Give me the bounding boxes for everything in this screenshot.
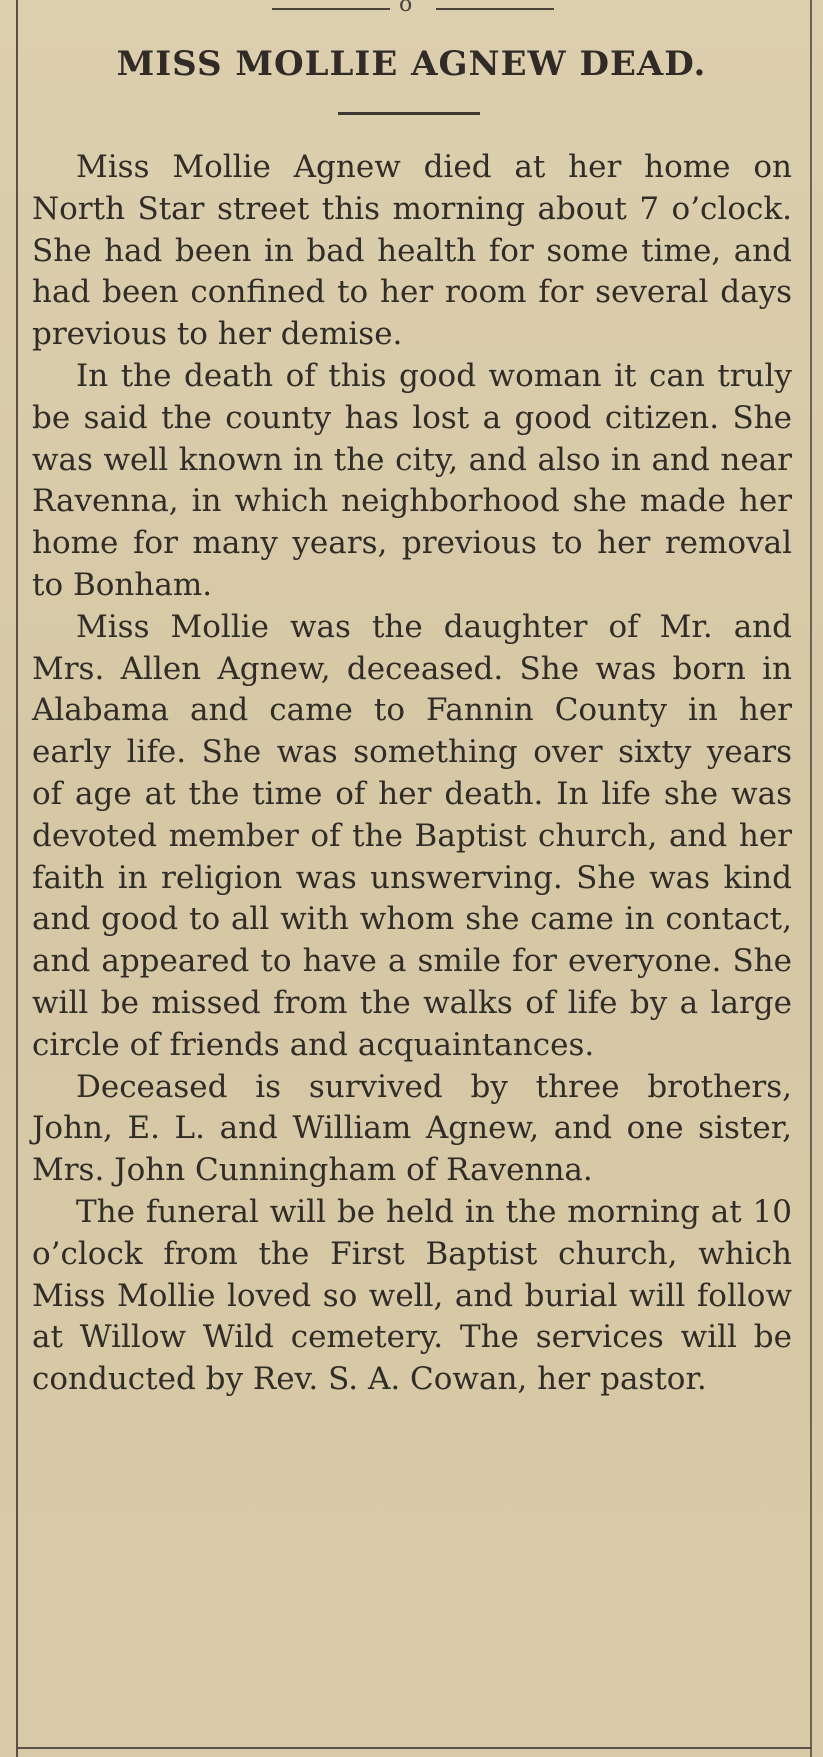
column-rule-right (810, 0, 812, 1757)
paragraph-tribute: In the death of this good woman it can truly be said the county has lost a good citizen. She was well known in the city, and also in and near Ravenna, in which neighborhood she made her home for many years, previous to her removal to Bonham. (32, 357, 792, 603)
paragraph-funeral: The funeral will be held in the morning at 10 o’clock from the First Baptist church, which Miss Mollie loved so well, and burial will follow at Willow Wild cemetery. The services will be conducted by Rev. S. A. Cowan, her pastor. (32, 1193, 792, 1398)
paragraph-death-notice: Miss Mollie Agnew died at her home on North Star street this morning about 7 o’clock. She had been in bad health for some time, and had been confined to her room for several days previous to her demise. (32, 149, 792, 353)
ornament-dot: o (399, 0, 413, 17)
ornament-rule-right (436, 8, 554, 10)
section-ornament (272, 0, 554, 18)
column-rule-left (16, 0, 18, 1757)
article-headline: MISS MOLLIE AGNEW DEAD. (116, 44, 707, 84)
ornament-rule-left (272, 8, 390, 10)
paragraph-survivors: Deceased is survived by three brothers, John, E. L. and William Agnew, and one sister, Mrs. John Cunningham of Ravenna. (32, 1068, 792, 1189)
headline-underline (338, 112, 480, 115)
bottom-rule (16, 1747, 812, 1749)
paragraph-biography: Miss Mollie was the daughter of Mr. and Mrs. Allen Agnew, deceased. She was born in Alabama and came to Fannin County in her early life. She was something over sixty years of age at the time of her death. In life she was devoted member of the Baptist church, and her faith in religion was unswerving. She was kind and good to all with whom she came in contact, and appeared to have a smile for everyone. She will be missed from the walks of life by a large circle of friends and acquaintances. (32, 608, 792, 1063)
article-body (32, 147, 792, 1401)
